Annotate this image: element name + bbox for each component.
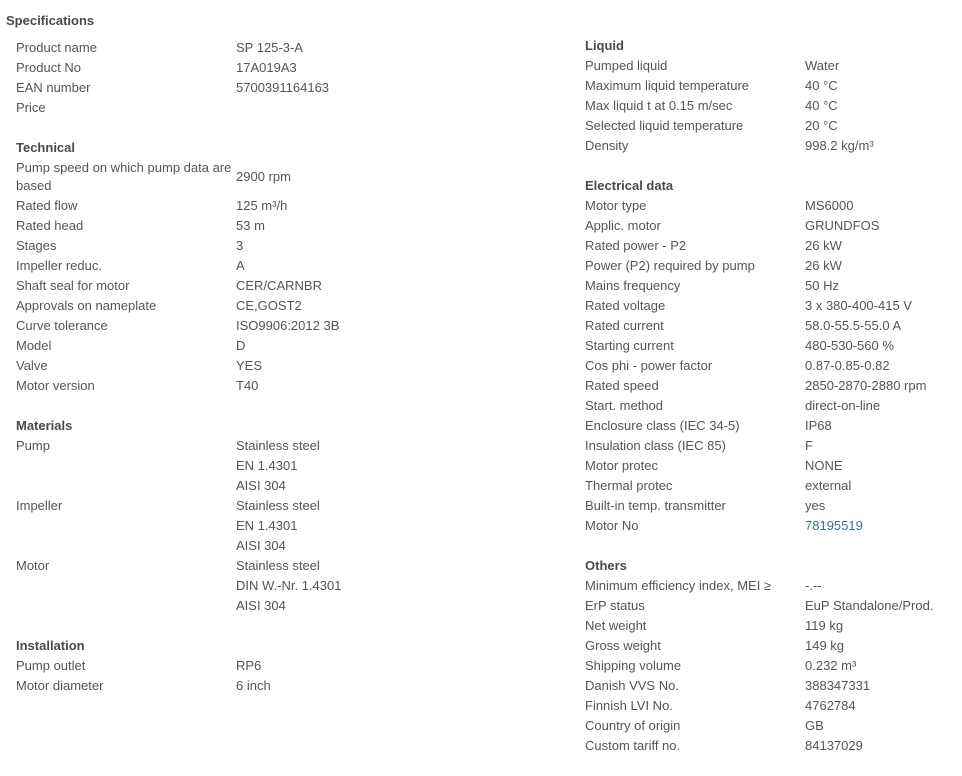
spec-label: Impeller reduc. (16, 258, 102, 273)
spec-value (236, 556, 341, 616)
spec-label: Thermal protec (585, 478, 673, 493)
section-title: Liquid (585, 38, 624, 53)
spec-row (16, 276, 556, 296)
spec-value: NONE (805, 458, 843, 473)
general-section (16, 38, 556, 118)
spec-label: Max liquid t at 0.15 m/sec (585, 98, 733, 113)
spec-label: Danish VVS No. (585, 678, 679, 693)
spec-row (16, 496, 556, 556)
spec-row (585, 576, 955, 596)
spec-value: 26 kW (805, 238, 842, 253)
spec-row (585, 196, 955, 216)
spec-row (16, 98, 556, 118)
spec-value: 58.0-55.5-55.0 A (805, 318, 902, 333)
spec-row (16, 656, 556, 676)
spec-label: Mains frequency (585, 278, 681, 293)
spec-row (16, 316, 556, 336)
spec-row (16, 216, 556, 236)
spec-value: 998.2 kg/m³ (805, 138, 874, 153)
spec-label: Valve (16, 358, 48, 373)
spec-row (585, 736, 955, 756)
spec-row (585, 96, 955, 116)
spec-value: 84137029 (805, 738, 863, 753)
spec-value: 17A019A3 (236, 60, 297, 75)
spec-value: external (805, 478, 852, 493)
spec-value: YES (236, 358, 263, 373)
spec-label: Enclosure class (IEC 34-5) (585, 418, 740, 433)
spec-label: ErP status (585, 598, 645, 613)
spec-row (585, 436, 955, 456)
technical-section (16, 138, 556, 396)
spec-row (585, 456, 955, 476)
spec-value: 50 Hz (805, 278, 839, 293)
spec-label: Built-in temp. transmitter (585, 498, 726, 513)
spec-value: 2900 rpm (236, 169, 291, 184)
spec-value: 2850-2870-2880 rpm (805, 378, 927, 393)
spec-value: ISO9906:2012 3B (236, 318, 340, 333)
spec-row (585, 136, 955, 156)
spec-row (16, 158, 556, 196)
spec-value: 3 x 380-400-415 V (805, 298, 912, 313)
section-title: Installation (16, 638, 85, 653)
spec-row (585, 516, 955, 536)
spec-label: Shaft seal for motor (16, 278, 130, 293)
spec-label: Motor protec (585, 458, 658, 473)
spec-row (585, 636, 955, 656)
spec-value: 40 °C (805, 98, 838, 113)
spec-row (16, 78, 556, 98)
spec-value: SP 125-3-A (236, 40, 303, 55)
spec-row (16, 436, 556, 496)
page-title: Specifications (6, 13, 95, 28)
spec-label: Pump speed on which pump data are based (16, 160, 232, 193)
spec-value (236, 436, 320, 496)
spec-label: Stages (16, 238, 57, 253)
spec-label: Product No (16, 60, 82, 75)
spec-row (585, 336, 955, 356)
liquid-section (585, 36, 955, 156)
spec-label: Motor version (16, 378, 95, 393)
spec-label: Country of origin (585, 718, 681, 733)
spec-label: Selected liquid temperature (585, 118, 744, 133)
spec-row (16, 676, 556, 696)
spec-label: Rated flow (16, 198, 78, 213)
spec-row (585, 236, 955, 256)
spec-label: Finnish LVI No. (585, 698, 673, 713)
spec-row (585, 216, 955, 236)
spec-row (585, 296, 955, 316)
spec-label: Start. method (585, 398, 664, 413)
spec-value: 3 (236, 238, 244, 253)
spec-label: Net weight (585, 618, 647, 633)
spec-value: -.-- (805, 578, 822, 593)
spec-row (585, 56, 955, 76)
spec-label: Motor type (585, 198, 647, 213)
material-line: EN 1.4301 (236, 518, 298, 533)
spec-label: Power (P2) required by pump (585, 258, 755, 273)
material-line: AISI 304 (236, 598, 286, 613)
spec-row (16, 256, 556, 276)
spec-label: Rated speed (585, 378, 659, 393)
spec-value: 0.87-0.85-0.82 (805, 358, 890, 373)
spec-row (585, 596, 955, 616)
spec-value: F (805, 438, 813, 453)
spec-value: GB (805, 718, 824, 733)
spec-row (585, 716, 955, 736)
spec-label: Applic. motor (585, 218, 661, 233)
spec-value: CER/CARNBR (236, 278, 322, 293)
spec-value: 20 °C (805, 118, 838, 133)
spec-label: Custom tariff no. (585, 738, 681, 753)
spec-value: 40 °C (805, 78, 838, 93)
spec-row (16, 196, 556, 216)
spec-row (585, 376, 955, 396)
spec-value: MS6000 (805, 198, 854, 213)
spec-label: Price (16, 100, 46, 115)
spec-value: direct-on-line (805, 398, 881, 413)
section-title: Materials (16, 418, 73, 433)
spec-row (585, 416, 955, 436)
left-column (16, 38, 556, 716)
material-line: Stainless steel (236, 558, 320, 573)
spec-label: Pumped liquid (585, 58, 668, 73)
spec-label: Curve tolerance (16, 318, 108, 333)
spec-label: Motor No (585, 518, 639, 533)
spec-row (585, 76, 955, 96)
spec-label: Approvals on nameplate (16, 298, 157, 313)
spec-value: Water (805, 58, 840, 73)
spec-value: 125 m³/h (236, 198, 288, 213)
spec-label: Motor diameter (16, 678, 104, 693)
spec-row (585, 316, 955, 336)
material-line: Stainless steel (236, 498, 320, 513)
spec-label: Gross weight (585, 638, 661, 653)
spec-label: Rated head (16, 218, 84, 233)
motor-no-link[interactable]: 78195519 (805, 518, 863, 533)
section-title: Others (585, 558, 627, 573)
spec-row (585, 656, 955, 676)
spec-value: 119 kg (805, 618, 844, 633)
spec-row (585, 616, 955, 636)
spec-label: Shipping volume (585, 658, 682, 673)
spec-value: 149 kg (805, 638, 845, 653)
materials-section (16, 416, 556, 616)
spec-value: D (236, 338, 246, 353)
spec-row (585, 256, 955, 276)
spec-value: 53 m (236, 218, 265, 233)
others-section (585, 556, 955, 756)
spec-row (16, 236, 556, 256)
spec-value: 26 kW (805, 258, 842, 273)
spec-label: Motor (16, 558, 50, 573)
material-line: Stainless steel (236, 438, 320, 453)
spec-value: T40 (236, 378, 259, 393)
spec-label: Impeller (16, 498, 63, 513)
material-line: AISI 304 (236, 538, 286, 553)
spec-row (16, 58, 556, 78)
spec-label: Pump outlet (16, 658, 86, 673)
spec-label: Rated current (585, 318, 664, 333)
spec-label: EAN number (16, 80, 91, 95)
spec-label: Starting current (585, 338, 674, 353)
spec-row (585, 276, 955, 296)
spec-row (585, 496, 955, 516)
spec-value: 6 inch (236, 678, 271, 693)
spec-row (585, 676, 955, 696)
electrical-section (585, 176, 955, 536)
spec-value: 0.232 m³ (805, 658, 857, 673)
spec-label: Product name (16, 40, 97, 55)
spec-row (16, 556, 556, 616)
spec-label: Minimum efficiency index, MEI ≥ (585, 578, 772, 593)
spec-label: Maximum liquid temperature (585, 78, 750, 93)
spec-label: Density (585, 138, 629, 153)
spec-value: 4762784 (805, 698, 856, 713)
spec-label: Model (16, 338, 52, 353)
section-title: Technical (16, 140, 76, 155)
spec-value: RP6 (236, 658, 262, 673)
section-title: Electrical data (585, 178, 674, 193)
spec-label: Cos phi - power factor (585, 358, 713, 373)
spec-row (16, 376, 556, 396)
spec-value: 388347331 (805, 678, 871, 693)
material-line: AISI 304 (236, 478, 286, 493)
spec-label: Rated power - P2 (585, 238, 687, 253)
spec-row (16, 296, 556, 316)
spec-label: Pump (16, 438, 50, 453)
spec-value: A (236, 258, 245, 273)
spec-value: 480-530-560 % (805, 338, 894, 353)
spec-value (236, 496, 320, 556)
spec-row (585, 356, 955, 376)
spec-row (16, 336, 556, 356)
spec-label: Rated voltage (585, 298, 666, 313)
spec-value: GRUNDFOS (805, 218, 880, 233)
right-column (585, 36, 955, 776)
spec-value: EuP Standalone/Prod. (805, 598, 934, 613)
spec-row (585, 476, 955, 496)
spec-value: CE,GOST2 (236, 298, 302, 313)
spec-value: 5700391164163 (236, 80, 330, 95)
spec-row (585, 696, 955, 716)
installation-section (16, 636, 556, 696)
spec-value: IP68 (805, 418, 832, 433)
material-line: EN 1.4301 (236, 458, 298, 473)
spec-row (16, 38, 556, 58)
spec-label: Insulation class (IEC 85) (585, 438, 726, 453)
spec-row (16, 356, 556, 376)
spec-row (585, 116, 955, 136)
spec-row (585, 396, 955, 416)
spec-value: yes (805, 498, 826, 513)
material-line: DIN W.-Nr. 1.4301 (236, 578, 342, 593)
